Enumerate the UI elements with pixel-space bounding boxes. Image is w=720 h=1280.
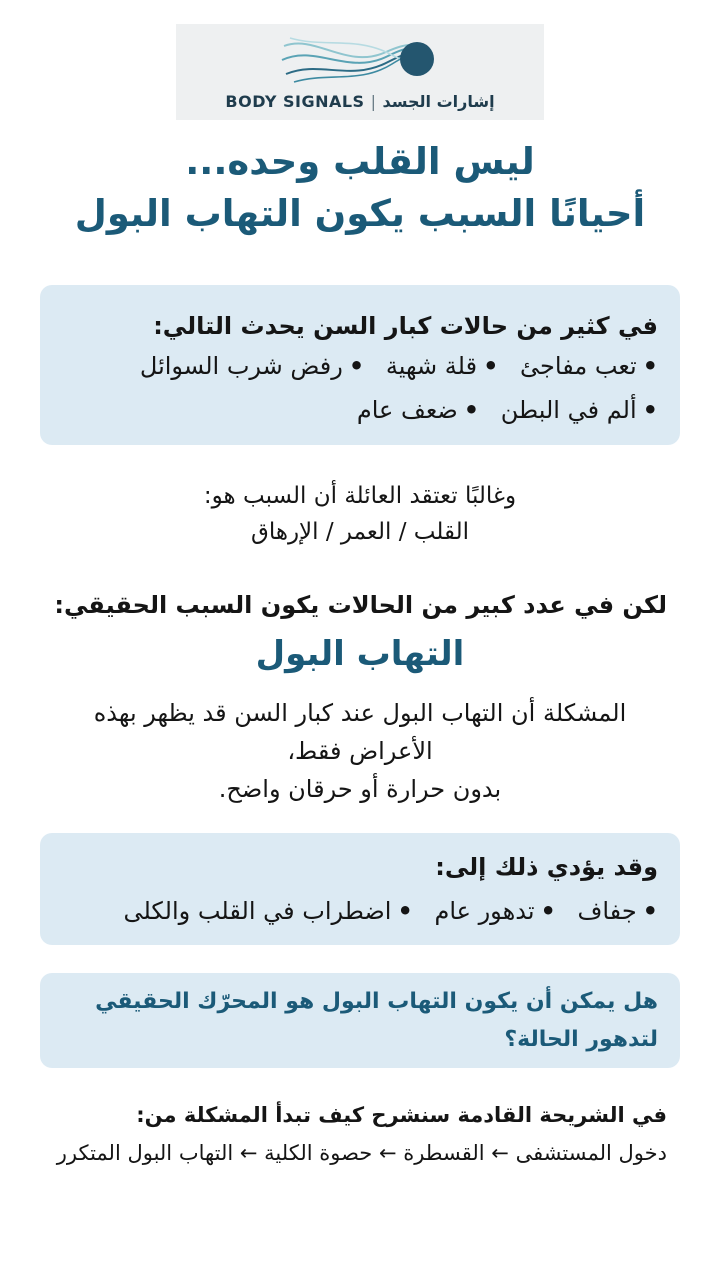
bullet-icon: •	[540, 897, 556, 925]
consequences-box	[40, 833, 680, 945]
symptom-item: •رفض شرب السوائل	[139, 352, 365, 380]
real-cause-lead: لكن في عدد كبير من الحالات يكون السبب الحقيقي:	[54, 591, 667, 619]
problem-line-2: الأعراض فقط،	[287, 737, 433, 765]
question-text: هل يمكن أن يكون التهاب البول هو المحرّك الحقيقي لتدهور الحالة؟	[95, 989, 658, 1052]
bullet-icon: •	[463, 396, 480, 424]
brand-name-ar: إشارات الجسد	[382, 92, 495, 111]
consequence-item: •جفاف	[577, 897, 658, 925]
bullet-icon: •	[397, 897, 413, 925]
title-line-2: أحيانًا السبب يكون التهاب البول	[74, 192, 646, 235]
consequences-list	[62, 890, 658, 932]
brand-separator: |	[370, 92, 377, 111]
symptoms-heading: في كثير من حالات كبار السن يحدث التالي:	[153, 312, 658, 340]
brand-name-en: BODY SIGNALS	[225, 92, 365, 111]
symptoms-box	[40, 285, 680, 445]
symptom-item: •ضعف عام	[356, 396, 480, 424]
problem-line-3: بدون حرارة أو حرقان واضح.	[218, 775, 502, 803]
problem-line-1: المشكلة أن التهاب البول عند كبار السن قد يظهر بهذه	[93, 699, 627, 727]
nerve-waves-icon	[276, 30, 444, 88]
symptom-item: •تعب مفاجئ	[520, 352, 658, 380]
symptom-item: •قلة شهية	[385, 352, 499, 380]
consequence-item: •اضطراب في القلب والكلى	[123, 897, 413, 925]
family-belief	[40, 478, 680, 550]
next-slide-heading: في الشريحة القادمة سنشرح كيف تبدأ المشكلة من:	[136, 1103, 667, 1127]
consequences-heading: وقد يؤدي ذلك إلى:	[435, 853, 658, 881]
bullet-icon: •	[642, 352, 658, 380]
belief-line-2: القلب / العمر / الإرهاق	[250, 519, 470, 545]
symptoms-row-2	[62, 389, 658, 431]
problem-description	[40, 694, 680, 808]
bullet-icon: •	[348, 352, 365, 380]
symptoms-row-1	[62, 345, 658, 387]
next-slide-teaser	[40, 1096, 667, 1172]
brand-logo	[176, 24, 544, 120]
next-slide-path: دخول المستشفى ← القسطرة ← حصوة الكلية ← التهاب البول المتكرر	[56, 1141, 667, 1165]
title-line-1: ليس القلب وحده...	[185, 140, 535, 183]
bullet-icon: •	[483, 352, 499, 380]
bullet-icon: •	[642, 897, 658, 925]
belief-line-1: وغالبًا تعتقد العائلة أن السبب هو:	[203, 483, 517, 509]
real-cause-highlight: التهاب البول	[255, 634, 465, 674]
consequence-item: •تدهور عام	[434, 897, 556, 925]
bullet-icon: •	[642, 396, 658, 424]
page-title	[20, 136, 700, 240]
symptom-item: •ألم في البطن	[500, 396, 658, 424]
question-box	[40, 973, 680, 1068]
